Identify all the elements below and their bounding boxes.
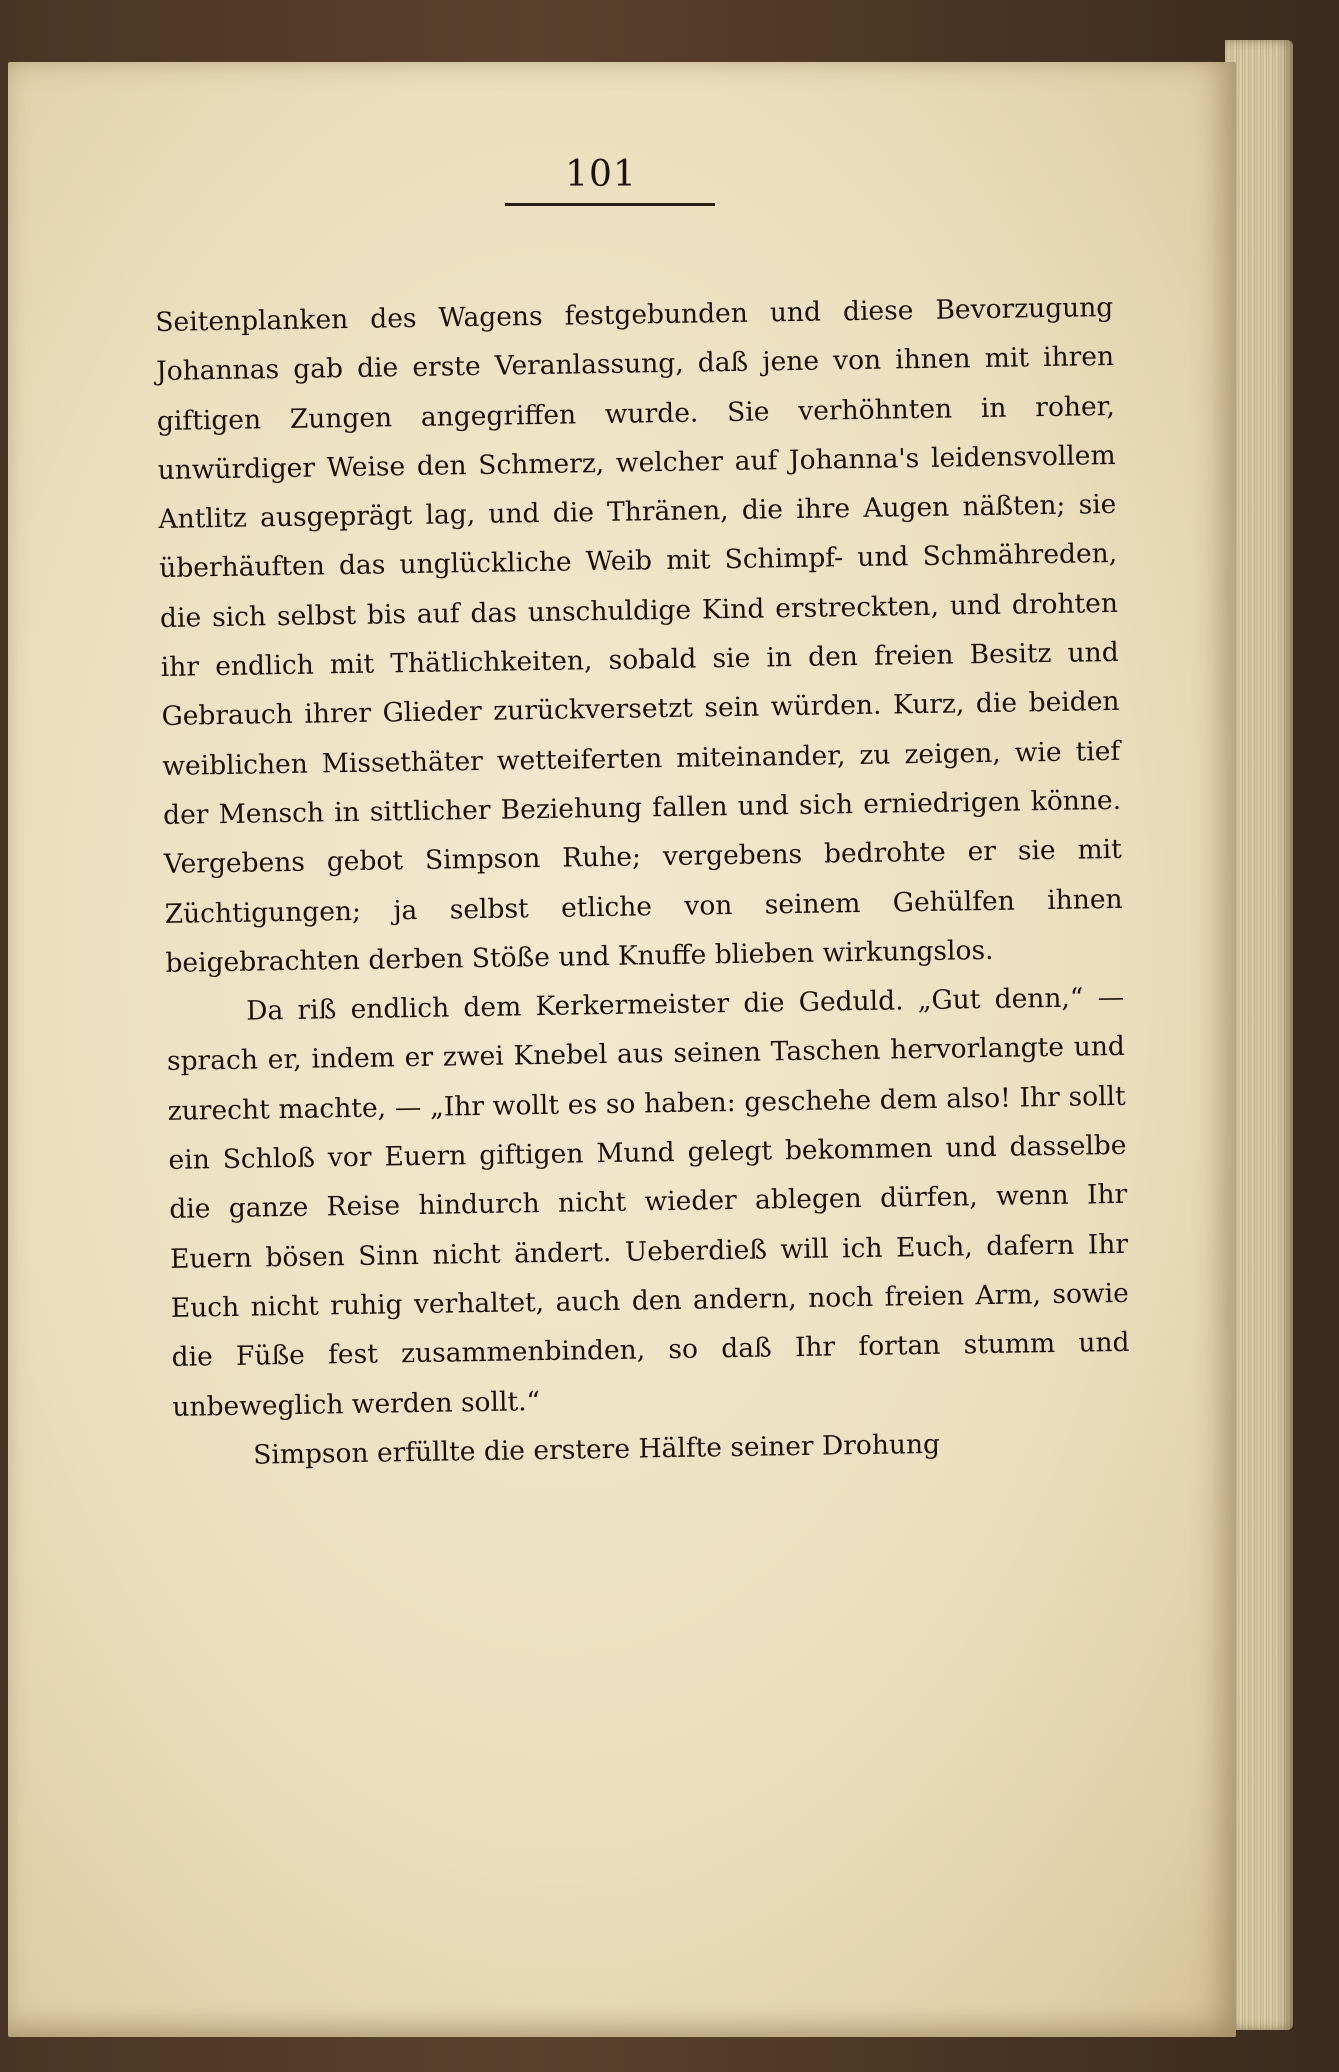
paragraph: Simpson erfüllte die erstere Hälfte seiner Drohung [252,1428,941,1471]
header-rule [505,203,715,206]
paragraph: Da riß endlich dem Kerkermeister die Geduld. „Gut denn,“ — sprach er, indem er zwei Knebel aus seinen Taschen hervorlangte und zurecht machte, — „Ihr wollt es so haben: geschehe dem also! Ihr sollt ein Schloß vor Euern giftigen Mund gelegt bekommen und dasselbe die ganze Reise hindurch nicht wieder ablegen dürfen, wenn Ihr Euern bösen Sinn nicht ändert. Ueberdieß will ich Euch, dafern Ihr Euch nicht ruhig verhaltet, auch den andern, noch freien Arm, sowie die Füße fest zusammenbinden, so daß Ihr fortan stumm und unbeweglich werden sollt.“ [166,982,1130,1423]
paragraph: Seitenplanken des Wagens festgebunden und diese Bevorzugung Johannas gab die erste Veranlassung, daß jene von ihnen mit ihren giftigen Zungen angegriffen wurde. Sie verhöhnten in roher, unwürdiger Weise den Schmerz, welcher auf Johanna's leidensvollem Antlitz ausgeprägt lag, und die Thränen, die ihre Augen näßten; sie überhäuften das unglückliche Weib mit Schimpf- und Schmähreden, die sich selbst bis auf das unschuldige Kind erstreckten, und drohten ihr endlich mit Thätlichkeiten, sobald sie in den freien Besitz und Gebrauch ihrer Glieder zurückversetzt sein würden. Kurz, die beiden weiblichen Missethäter wetteiferten miteinander, zu zeigen, wie tief der Mensch in sittlicher Beziehung fallen und sich erniedrigen könne. Vergebens gebot Simpson Ruhe; vergebens bedrohte er sie mit Züchtigungen; ja selbst etliche von seinem Gehülfen ihnen beigebrachten derben Stöße und Knuffe blieben wirkungslos. [155,291,1123,979]
page-number: 101 [565,154,637,195]
page-body-text [155,283,1131,1481]
